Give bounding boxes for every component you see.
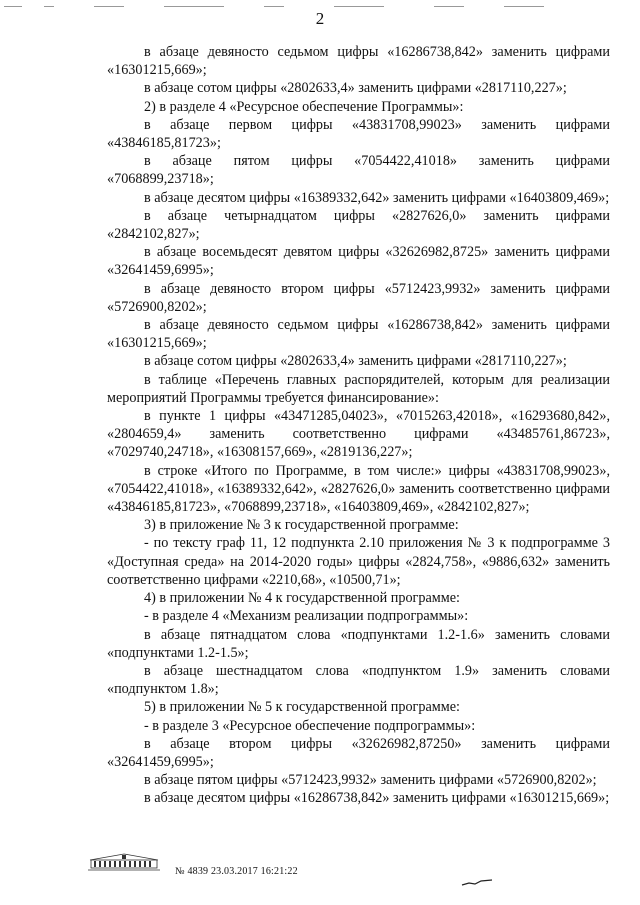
paragraph: в абзаце девяносто втором цифры «5712423,9932» заменить цифрами «5726900,8202»; [107, 280, 610, 315]
paragraph: в абзаце первом цифры «43831708,99023» заменить цифрами «43846185,81723»; [107, 116, 610, 152]
paragraph: 3) в приложение № 3 к государственной программе: [144, 517, 459, 534]
paragraph: в пункте 1 цифры «43471285,04023», «7015263,42018», «16293680,842», «2804659,4» заменить соответственно цифрами «43485761,86723», «7029740,24718», «16308157,669», «2819136,227»; [107, 408, 610, 461]
building-stamp-icon [86, 852, 162, 872]
paragraph: в абзаце пятом цифры «5712423,9932» заменить цифрами «5726900,8202»; [144, 772, 597, 789]
paragraph: в абзаце девяносто седьмом цифры «16286738,842» заменить цифрами «16301215,669»; [107, 44, 610, 79]
paragraph: в абзаце десятом цифры «16286738,842» заменить цифрами «16301215,669»; [144, 790, 610, 807]
paragraph: в абзаце втором цифры «32626982,87250» заменить цифрами «32641459,6995»; [107, 735, 610, 770]
document-body [107, 43, 610, 808]
paragraph: в абзаце пятом цифры «7054422,41018» заменить цифрами «7068899,23718»; [107, 153, 610, 188]
paragraph: в абзаце десятом цифры «16389332,642» заменить цифрами «16403809,469»; [144, 189, 610, 206]
handwritten-mark-icon [461, 878, 493, 888]
paragraph: в абзаце восемьдесят девятом цифры «32626982,8725» заменить цифрами «32641459,6995»; [107, 244, 610, 279]
paragraph: 4) в приложении № 4 к государственной программе: [144, 590, 460, 607]
paragraph: в строке «Итого по Программе, в том числе:» цифры «43831708,99023», «7054422,41018», «16389332,642», «2827626,0» заменить соответственно цифрами «43846185,81723», «7068899,23718», «16403809,469», «2842102,827»; [107, 462, 610, 516]
registration-number: № 4839 23.03.2017 16:21:22 [175, 866, 298, 877]
paragraph: в абзаце четырнадцатом цифры «2827626,0» заменить цифрами «2842102,827»; [107, 207, 610, 243]
paragraph: в абзаце девяносто седьмом цифры «16286738,842» заменить цифрами «16301215,669»; [107, 317, 610, 352]
paragraph: - в разделе 3 «Ресурсное обеспечение подпрограммы»: [144, 717, 476, 734]
paragraph: - в разделе 4 «Механизм реализации подпрограммы»: [144, 608, 469, 625]
paragraph: в абзаце шестнадцатом слова «подпунктом 1.9» заменить словами «подпунктом 1.8»; [107, 662, 610, 698]
paragraph: в абзаце пятнадцатом слова «подпунктами 1.2-1.6» заменить словами «подпунктами 1.2-1.5»; [107, 626, 610, 661]
paragraph: - по тексту граф 11, 12 подпункта 2.10 приложения № 3 к подпрограмме 3 «Доступная среда» на 2014-2020 годы» цифры «2824,758», «9886,632» заменить соответственно цифрами «2210,68», «10500,71»; [107, 535, 610, 588]
paragraph: в абзаце сотом цифры «2802633,4» заменить цифрами «2817110,227»; [144, 353, 567, 370]
paragraph: в таблице «Перечень главных распорядителей, которым для реализации мероприятий Программы требуется финансирование»: [107, 371, 610, 406]
paragraph: 2) в разделе 4 «Ресурсное обеспечение Программы»: [144, 98, 464, 115]
paragraph: в абзаце сотом цифры «2802633,4» заменить цифрами «2817110,227»; [144, 80, 567, 97]
paragraph: 5) в приложении № 5 к государственной программе: [144, 699, 460, 716]
page-number: 2 [315, 9, 325, 28]
